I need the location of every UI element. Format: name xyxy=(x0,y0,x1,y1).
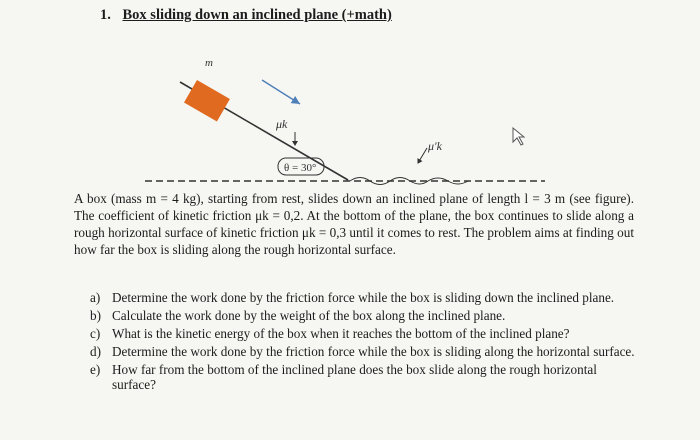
question-text: What is the kinetic energy of the box when it reaches the bottom of the inclined plane? xyxy=(112,326,570,341)
question-label: c) xyxy=(90,326,101,341)
question-text: Determine the work done by the friction force while the box is sliding down the inclined plane. xyxy=(112,290,615,305)
incline-figure xyxy=(0,0,700,190)
problem-statement: A box (mass m = 4 kg), starting from rest, slides down an inclined plane of length l = 3 m (see figure). The coefficient of kinetic friction μk = 0,2. At the bottom of the plane, the box continues to slide along a rough horizontal surface of kinetic friction μk = 0,3 until it comes to rest. The problem aims at finding out how far the box is sliding along the rough horizontal surface. xyxy=(74,191,634,257)
problem-number: 1. xyxy=(100,7,111,23)
question-item xyxy=(90,290,635,305)
question-item xyxy=(90,344,635,359)
mu-horizontal-label: μ'k xyxy=(428,139,442,153)
question-item xyxy=(90,326,635,341)
mouse-cursor-icon xyxy=(513,128,524,145)
mu-incline-label: μk xyxy=(276,117,288,131)
question-label: b) xyxy=(90,308,101,323)
box xyxy=(184,80,230,122)
question-list xyxy=(90,290,635,395)
question-text: How far from the bottom of the inclined plane does the box slide along the rough horizontal surface? xyxy=(112,362,597,392)
mass-label: m xyxy=(205,57,213,69)
question-label: a) xyxy=(90,290,101,305)
motion-arrow xyxy=(262,80,300,104)
question-text: Determine the work done by the friction force while the box is sliding along the horizontal surface. xyxy=(112,344,635,359)
question-label: d) xyxy=(90,344,101,359)
mu-horizontal-pointer xyxy=(418,148,427,163)
question-label: e) xyxy=(90,362,101,377)
question-item xyxy=(90,308,635,323)
question-item xyxy=(90,362,635,392)
problem-title: Box sliding down an inclined plane (+math) xyxy=(122,7,392,23)
question-text: Calculate the work done by the weight of the box along the inclined plane. xyxy=(112,308,506,323)
angle-label: θ = 30° xyxy=(284,162,317,174)
